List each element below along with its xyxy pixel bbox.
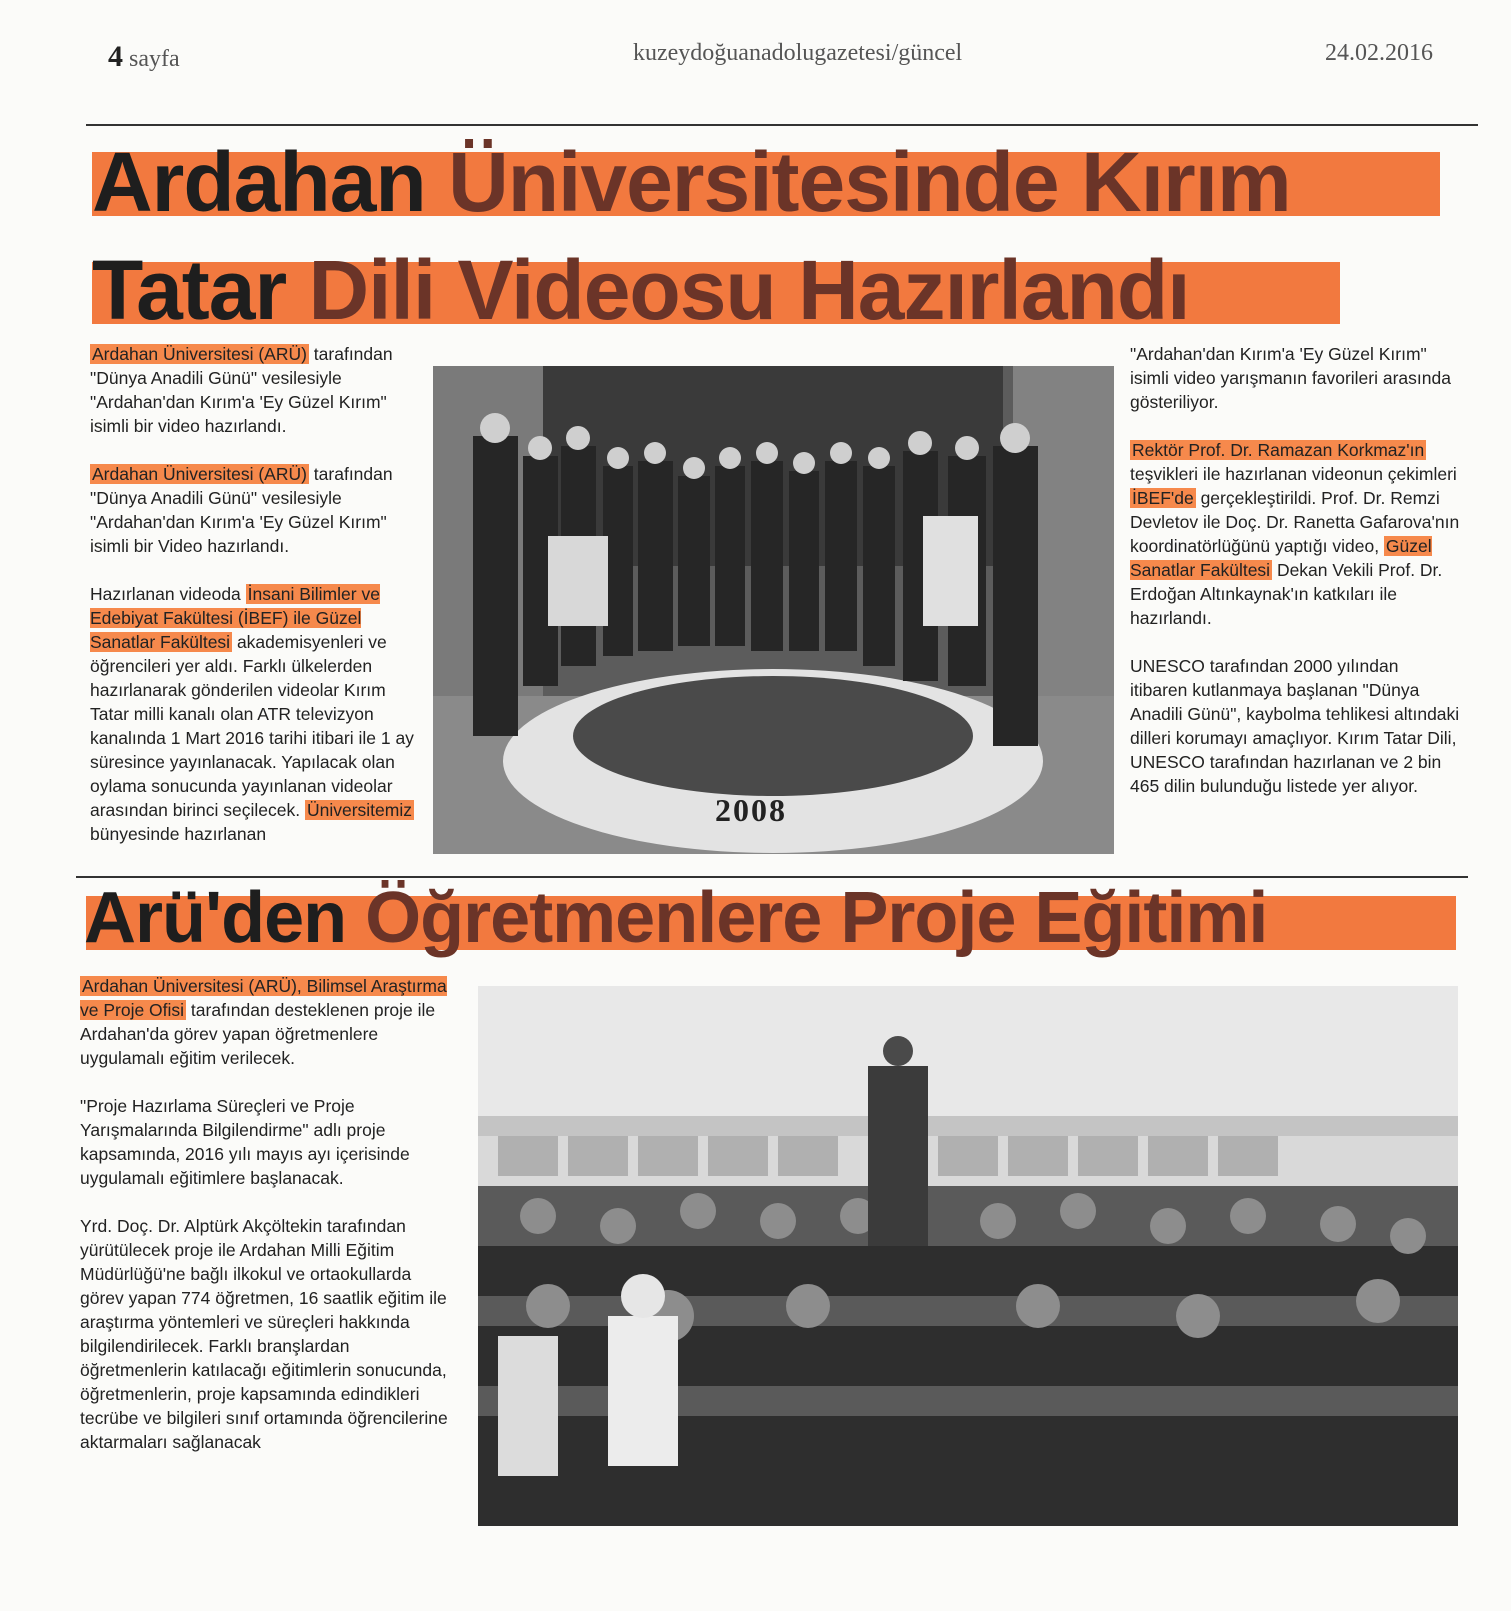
source-label: kuzeydoğuanadolugazetesi/güncel bbox=[633, 40, 963, 66]
issue-date: 24.02.2016 bbox=[1325, 40, 1433, 66]
page-label: sayfa bbox=[129, 46, 180, 72]
article1-left-column bbox=[90, 342, 425, 870]
article2-paragraph: Ardahan Üniversitesi (ARÜ), Bilimsel Araştırma ve Proje Ofisi tarafından desteklenen proje ile Ardahan'da görev yapan öğretmenlere uygulamalı eğitim verilecek. bbox=[80, 976, 447, 1068]
article1-paragraph: UNESCO tarafından 2000 yılından itibaren kutlanmaya başlanan "Dünya Anadili Günü", kaybolma tehlikesi altındaki dilleri korumayı amaçlıyor. Kırım Tatar Dili, UNESCO tarafından hazırlanan ve 2 bin 465 dilin bulunduğu listede yer alıyor. bbox=[1130, 656, 1460, 796]
article1-headline-line1: Ardahan Üniversitesinde Kırım bbox=[92, 135, 1291, 229]
seminar-photo bbox=[478, 986, 1458, 1526]
article1-paragraph: Rektör Prof. Dr. Ramazan Korkmaz'ın teşvikleri ile hazırlanan videonun çekimleri İBEF'de gerçekleştirildi. Prof. Dr. Remzi Devletov ile Doç. Dr. Ranetta Gafarova'nın koordinatörlüğünü yaptığı video, Güzel Sanatlar Fakültesi Dekan Vekili Prof. Dr. Erdoğan Altınkaynak'ın katkıları ile hazırlandı. bbox=[1130, 440, 1460, 628]
page-number: 4 sayfa bbox=[108, 40, 180, 73]
article1-paragraph: Hazırlanan videoda İnsani Bilimler ve Edebiyat Fakültesi (İBEF) ile Güzel Sanatlar Fakültesi akademisyenleri ve öğrencileri yer aldı. Farklı ülkelerden hazırlanarak gönderilen videolar Kırım Tatar milli kanalı olan ATR televizyon kanalında 1 Mart 2016 tarihi itibari ile 1 ay süresince yayınlanacak. Yapılacak olan oylama sonucunda yayınlanan videolar arasından birinci seçilecek. Üniversitemiz bünyesinde hazırlanan bbox=[90, 584, 414, 844]
article1-headline-line2: Tatar Dili Videosu Hazırlandı bbox=[92, 243, 1190, 337]
article1-right-column bbox=[1130, 342, 1460, 822]
ceremony-photo bbox=[433, 366, 1114, 854]
article1-paragraph: Ardahan Üniversitesi (ARÜ) tarafından "Dünya Anadili Günü" vesilesiyle "Ardahan'dan Kırım'a 'Ey Güzel Kırım" isimli bir Video hazırlandı. bbox=[90, 464, 393, 556]
article2-left-column bbox=[80, 974, 452, 1478]
floor-emblem-year: 2008 bbox=[715, 792, 787, 828]
article2-headline: Arü'den Öğretmenlere Proje Eğitimi bbox=[84, 878, 1268, 958]
article1-paragraph: "Ardahan'dan Kırım'a 'Ey Güzel Kırım" isimli video yarışmanın favorileri arasında gösteriliyor. bbox=[1130, 344, 1451, 412]
article1-paragraph: Ardahan Üniversitesi (ARÜ) tarafından "Dünya Anadili Günü" vesilesiyle "Ardahan'dan Kırım'a 'Ey Güzel Kırım" isimli bir video hazırlandı. bbox=[90, 344, 393, 436]
top-rule bbox=[86, 124, 1478, 126]
article2-paragraph: Yrd. Doç. Dr. Alptürk Akçöltekin tarafından yürütülecek proje ile Ardahan Milli Eğitim Müdürlüğü'ne bağlı ilkokul ve ortaokullarda görev yapan 774 öğretmen, 16 saatlik eğitim ile araştırma yöntemleri ve süreçleri hakkında bilgilendirilecek. Farklı branşlardan öğretmenlerin katılacağı eğitimlerin sonucunda, öğretmenlerin, proje kapsamında edindikleri tecrübe ve bilgileri sınıf ortamında öğrencilerine aktarmaları sağlanacak bbox=[80, 1216, 448, 1452]
article2-paragraph: "Proje Hazırlama Süreçleri ve Proje Yarışmalarında Bilgilendirme" adlı proje kapsamında, 2016 yılı mayıs ayı içerisinde uygulamalı eğitimlere başlanacak. bbox=[80, 1096, 410, 1188]
